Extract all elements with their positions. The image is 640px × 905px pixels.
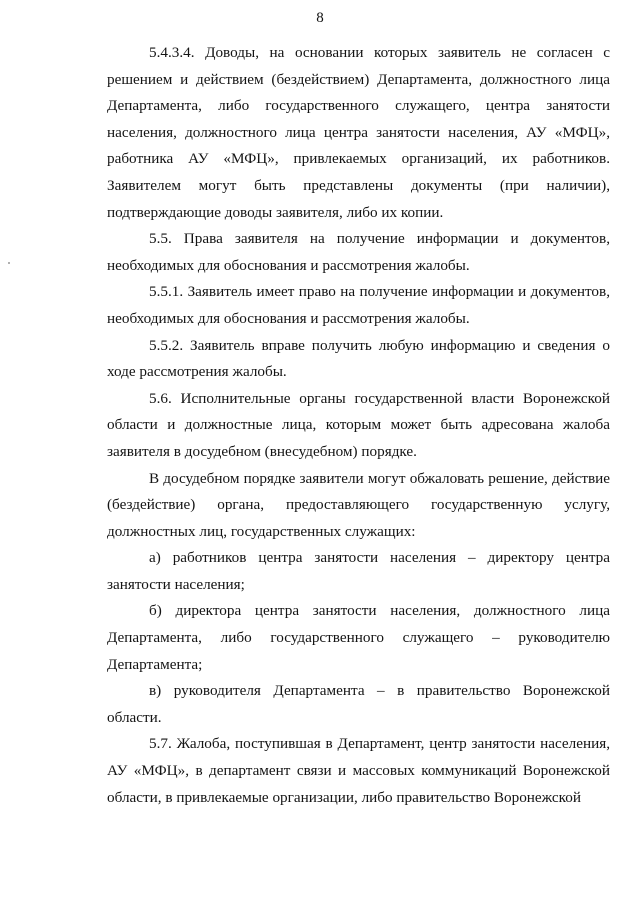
list-item-b: б) директора центра занятости населения, должностного лица Департамента, либо государственного служащего – руководителю Департамента; <box>107 602 610 673</box>
page-number: 8 <box>316 10 324 26</box>
paragraph-5-5-2: 5.5.2. Заявитель вправе получить любую информацию и сведения о ходе рассмотрения жалобы. <box>107 336 610 381</box>
paragraph-5-4-3-4: 5.4.3.4. Доводы, на основании которых заявитель не согласен с решением и действием (бездействием) Департамента, должностного лица Департамента, либо государственного служащего, центра занятости населения, должностного лица центра занятости населения, АУ «МФЦ», работника АУ «МФЦ», привлекаемых организаций, их работников. Заявителем могут быть представлены документы (при наличии), подтверждающие доводы заявителя, либо их копии. <box>107 44 610 221</box>
paragraph-5-5: 5.5. Права заявителя на получение информации и документов, необходимых для обоснования и рассмотрения жалобы. <box>107 230 610 274</box>
margin-speck <box>8 262 10 264</box>
paragraph-appeal-intro: В досудебном порядке заявители могут обжаловать решение, действие (бездействие) органа, предоставляющего государственную услугу, должностных лиц, государственных служащих: <box>107 469 610 540</box>
list-item-v: в) руководителя Департамента – в правительство Воронежской области. <box>107 682 610 726</box>
document-body <box>107 40 610 811</box>
paragraph-5-5-1: 5.5.1. Заявитель имеет право на получение информации и документов, необходимых для обоснования и рассмотрения жалобы. <box>107 283 610 327</box>
paragraph-5-6: 5.6. Исполнительные органы государственной власти Воронежской области и должностные лица, которым может быть адресована жалоба заявителя в досудебном (внесудебном) порядке. <box>107 389 610 460</box>
list-item-a: а) работников центра занятости населения – директору центра занятости населения; <box>107 549 610 593</box>
paragraph-5-7: 5.7. Жалоба, поступившая в Департамент, центр занятости населения, АУ «МФЦ», в департамент связи и массовых коммуникаций Воронежской области, в привлекаемые организации, либо правительство Воронежской <box>107 735 610 806</box>
